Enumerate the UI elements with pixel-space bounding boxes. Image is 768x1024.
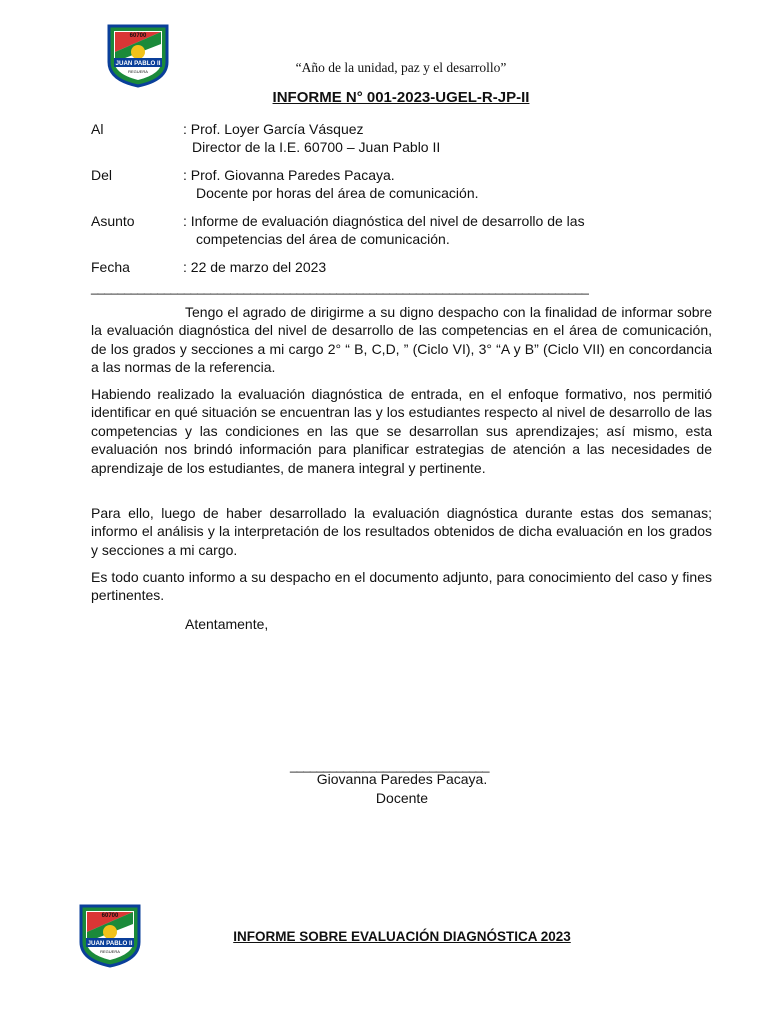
field-fecha-label: Fecha xyxy=(91,259,130,275)
paragraph-2: Habiendo realizado la evaluación diagnóstica de entrada, en el enfoque formativo, nos permitió identificar en qué situación se encuentran las y los estudiantes respecto al nivel de desarrollo de las competencias y las condiciones en las que se desarrollan sus aprendizajes; así mismo, esta evaluación nos brindó información para planificar estrategias de atención a las necesidades de aprendizaje de los estudiantes, de manera integral y pertinente. xyxy=(91,386,712,476)
field-del-line1: : Prof. Giovanna Paredes Pacaya. xyxy=(183,167,395,183)
divider-line: ___________________________________________________________________________ xyxy=(91,280,589,295)
field-al-label: Al xyxy=(91,121,104,137)
paragraph-4: Es todo cuanto informo a su despacho en el documento adjunto, para conocimiento del caso y fines pertinentes. xyxy=(91,569,712,604)
footer-title: INFORME SOBRE EVALUACIÓN DIAGNÓSTICA 2023 xyxy=(233,929,571,944)
signature-role: Docente xyxy=(375,790,429,806)
field-del-label: Del xyxy=(91,167,113,183)
field-asunto-line2: competencias del área de comunicación. xyxy=(196,231,450,247)
signature-line: ______________________________ xyxy=(290,758,489,773)
logo-name: JUAN PABLO II xyxy=(87,940,133,947)
field-fecha-value: : 22 de marzo del 2023 xyxy=(183,259,327,275)
field-al-line2: Director de la I.E. 60700 – Juan Pablo II xyxy=(192,139,441,155)
logo-number: 60700 xyxy=(129,33,147,39)
logo-number: 60700 xyxy=(101,913,119,919)
motto: “Año de la unidad, paz y el desarrollo” xyxy=(295,60,507,75)
field-asunto-label: Asunto xyxy=(91,213,135,229)
school-logo xyxy=(105,22,171,88)
report-title: INFORME N° 001-2023-UGEL-R-JP-II xyxy=(272,89,530,106)
logo-name: JUAN PABLO II xyxy=(115,60,161,67)
paragraph-3: Para ello, luego de haber desarrollado la evaluación diagnóstica durante estas dos semanas; informo el análisis y la interpretación de los resultados obtenidos de dicha evaluación en los grados y secciones a mi cargo. xyxy=(91,505,712,558)
signature-name: Giovanna Paredes Pacaya. xyxy=(316,771,488,787)
closing: Atentamente, xyxy=(185,616,269,632)
logo-place: REGUERA xyxy=(128,69,148,74)
logo-place: REGUERA xyxy=(100,949,120,954)
paragraph-1: Tengo el agrado de dirigirme a su digno despacho con la finalidad de informar sobre la evaluación diagnóstica del nivel de desarrollo de las competencias en el área de comunicación, de los grados y secciones a mi cargo 2° “ B, C,D, ” (Ciclo VI), 3° “A y B” (Ciclo VII) en concordancia a las normas de la referencia. xyxy=(91,304,712,376)
field-del-line2: Docente por horas del área de comunicación. xyxy=(196,185,479,201)
field-asunto-line1: : Informe de evaluación diagnóstica del nivel de desarrollo de las xyxy=(183,213,585,229)
field-al-line1: : Prof. Loyer García Vásquez xyxy=(183,121,364,137)
